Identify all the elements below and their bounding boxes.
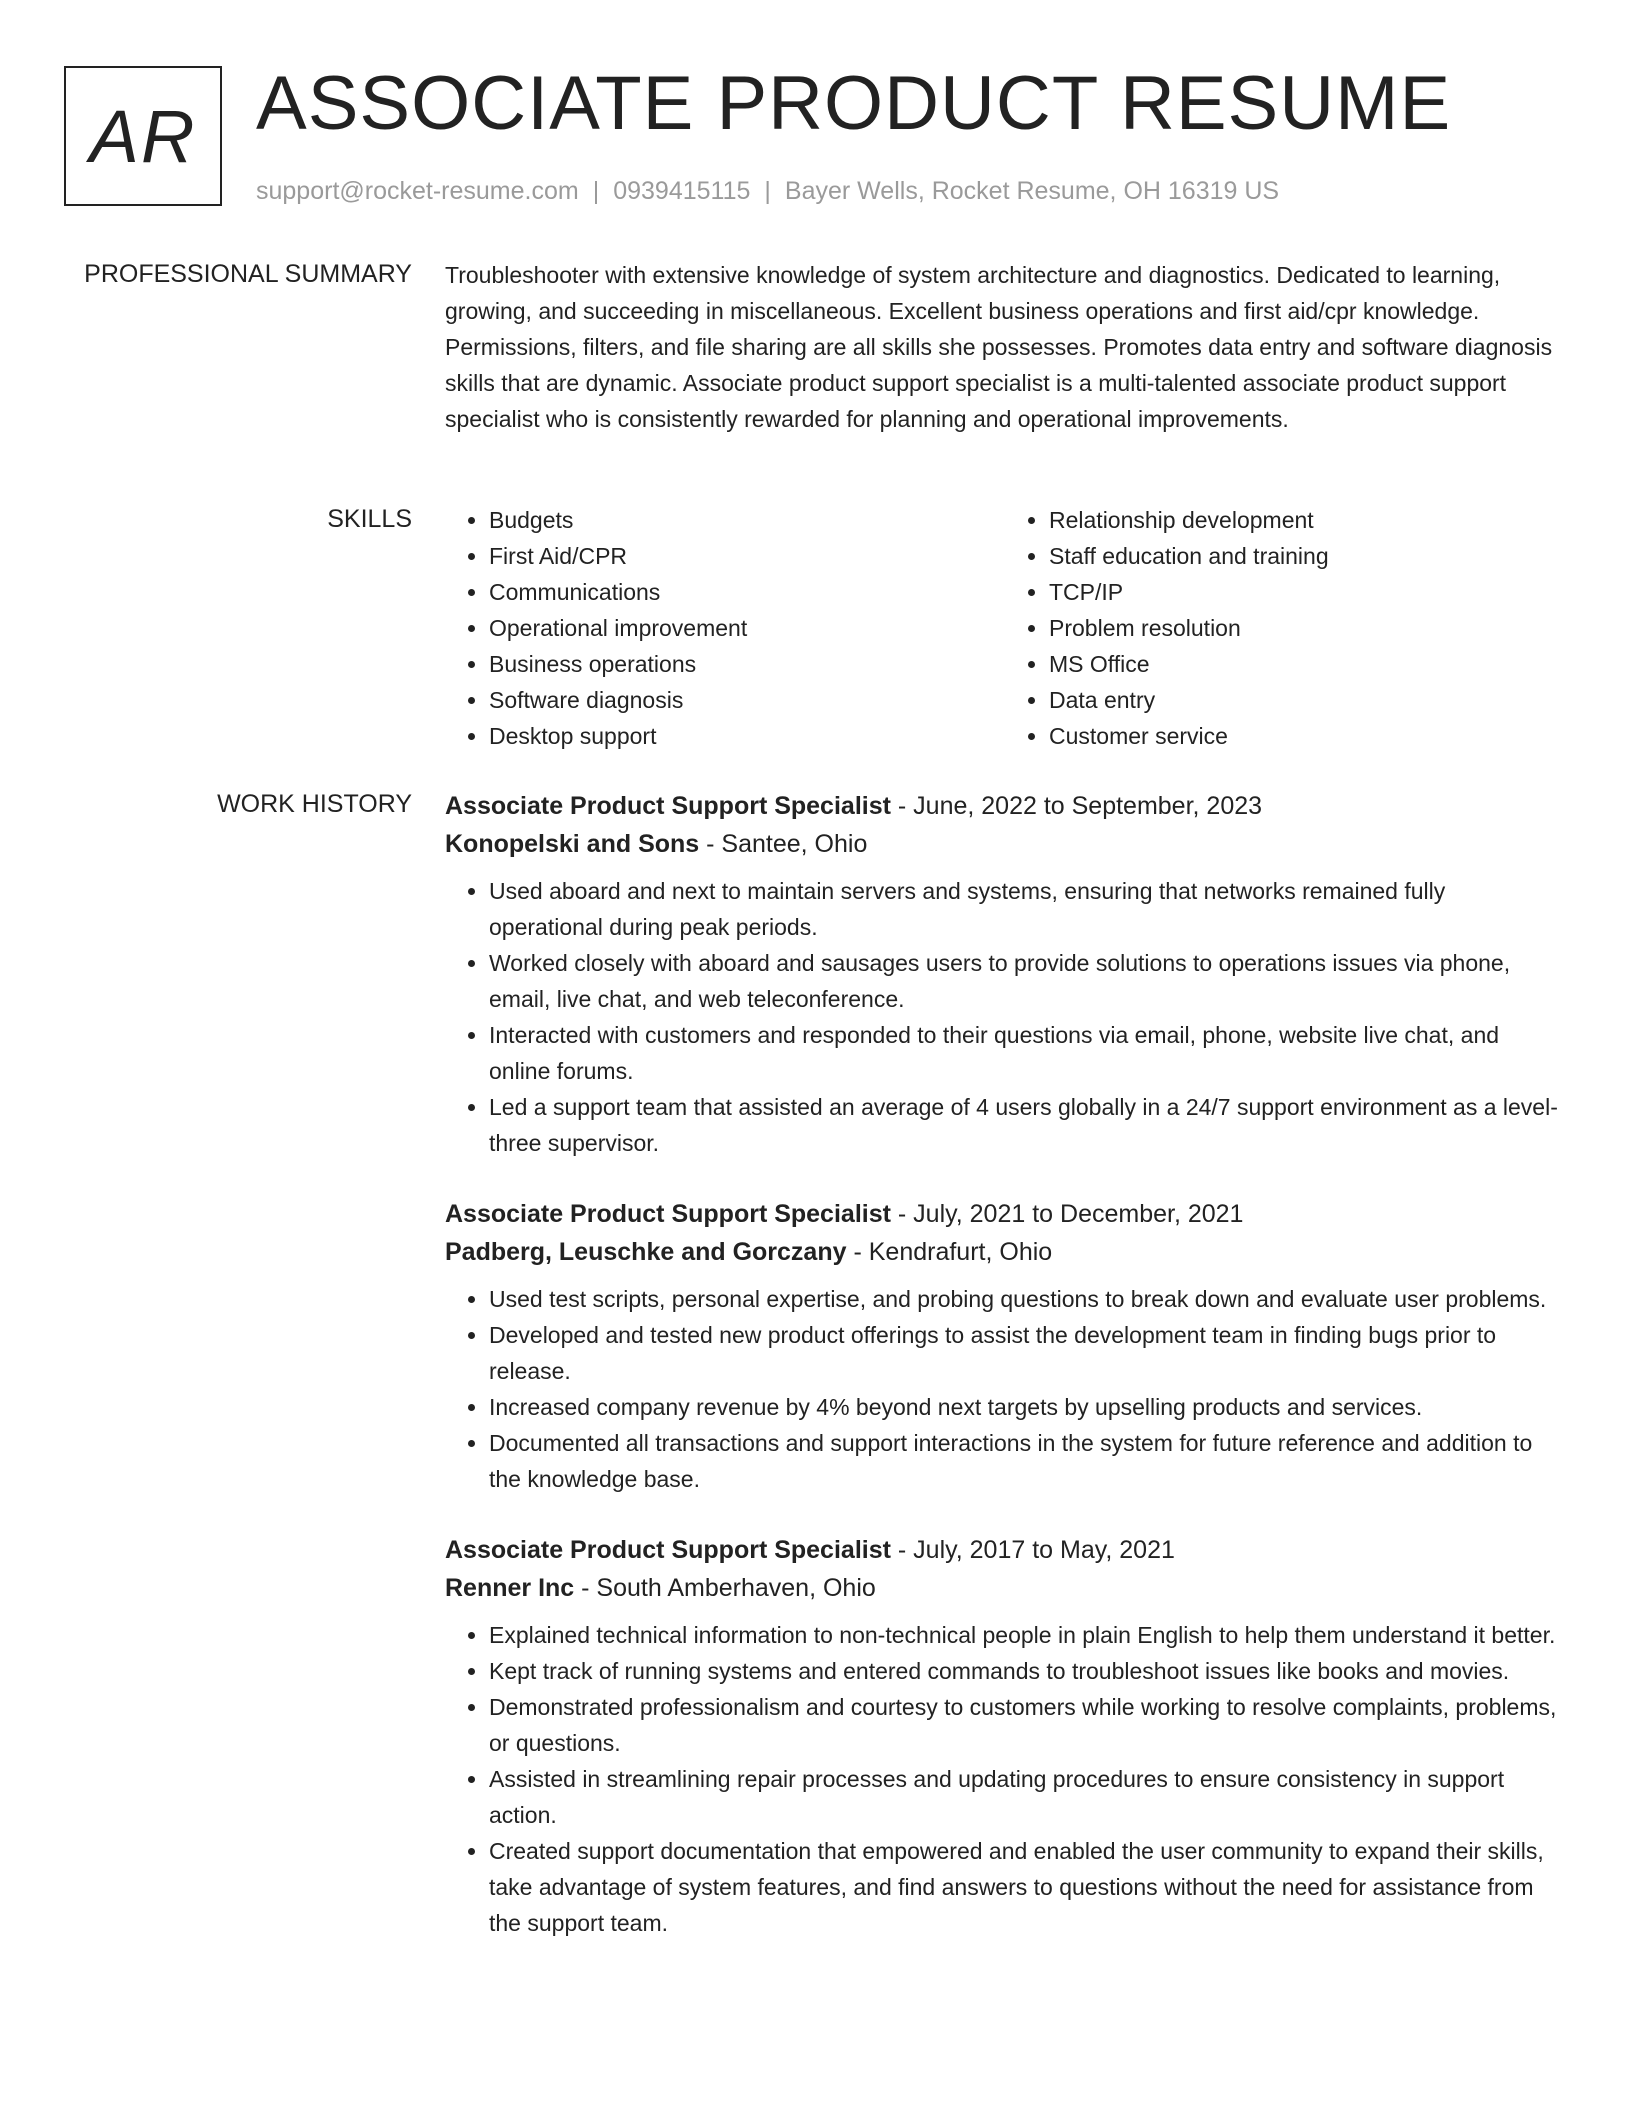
skill-item: • MS Office: [1049, 646, 1565, 682]
job-company: Konopelski and Sons: [445, 830, 700, 858]
contact-separator: |: [764, 177, 771, 205]
job-bullet-list: [445, 873, 1565, 1161]
work-history-label: WORK HISTORY: [217, 790, 412, 818]
job-bullet: • Used aboard and next to maintain servers and systems, ensuring that networks remained fully operational during peak periods.: [489, 873, 1565, 945]
summary-body: [445, 257, 1565, 437]
skill-item: • Desktop support: [489, 718, 1005, 754]
job-bullet: • Explained technical information to non-technical people in plain English to help them understand it better.: [489, 1617, 1565, 1653]
job-entry: [445, 1195, 1565, 1497]
job-dates: - June, 2022 to September, 2023: [897, 792, 1263, 820]
skill-item: • Data entry: [1049, 682, 1565, 718]
job-company-line: [445, 825, 1565, 863]
work-history-body: [445, 787, 1565, 1975]
skill-item: • Staff education and training: [1049, 538, 1565, 574]
job-bullet: • Kept track of running systems and entered commands to troubleshoot issues like books and movies.: [489, 1653, 1565, 1689]
job-bullet: • Developed and tested new product offerings to assist the development team in finding bugs prior to release.: [489, 1317, 1565, 1389]
skill-item: • Business operations: [489, 646, 1005, 682]
contact-phone: 0939415115: [613, 177, 751, 205]
job-entry: [445, 1531, 1565, 1941]
job-entry: [445, 787, 1565, 1161]
skill-item: • Customer service: [1049, 718, 1565, 754]
monogram-logo: AR: [64, 66, 222, 206]
job-title: Associate Product Support Specialist: [445, 1200, 891, 1228]
job-bullet: • Assisted in streamlining repair processes and updating procedures to ensure consistency in support action.: [489, 1761, 1565, 1833]
job-company: Renner Inc: [445, 1574, 575, 1602]
job-bullet: • Led a support team that assisted an average of 4 users globally in a 24/7 support environment as a level-three supervisor.: [489, 1089, 1565, 1161]
job-bullet: • Increased company revenue by 4% beyond next targets by upselling products and services.: [489, 1389, 1565, 1425]
skill-item: • Relationship development: [1049, 502, 1565, 538]
job-bullet-list: [445, 1617, 1565, 1941]
skill-item: • Problem resolution: [1049, 610, 1565, 646]
skills-body: [445, 502, 1565, 754]
job-location: - Santee, Ohio: [706, 830, 868, 858]
skill-item: • Software diagnosis: [489, 682, 1005, 718]
job-company-line: [445, 1233, 1565, 1271]
skills-list-right: [1005, 502, 1565, 754]
summary-text: Troubleshooter with extensive knowledge of system architecture and diagnostics. Dedicated to learning, growing, and succeeding in miscellaneous. Excellent business operations and first aid/cpr knowledge. Permissions, filters, and file sharing are all skills she possesses. Promotes data entry and software diagnosis skills that are dynamic. Associate product support specialist is a multi-talented associate product support specialist who is consistently rewarded for planning and operational improvements.: [445, 262, 1553, 432]
job-title: Associate Product Support Specialist: [445, 792, 891, 820]
job-company: Padberg, Leuschke and Gorczany: [445, 1238, 847, 1266]
job-location: - South Amberhaven, Ohio: [581, 1574, 876, 1602]
resume-title: ASSOCIATE PRODUCT RESUME: [256, 61, 1452, 146]
job-bullet: • Used test scripts, personal expertise, and probing questions to break down and evaluate user problems.: [489, 1281, 1565, 1317]
skill-item: • Budgets: [489, 502, 1005, 538]
contact-line: [256, 174, 1279, 208]
job-dates: - July, 2021 to December, 2021: [897, 1200, 1244, 1228]
summary-label: PROFESSIONAL SUMMARY: [84, 260, 412, 288]
job-bullet-list: [445, 1281, 1565, 1497]
contact-separator: |: [592, 177, 600, 205]
job-dates: - July, 2017 to May, 2021: [897, 1536, 1175, 1564]
skills-label: SKILLS: [327, 505, 412, 533]
job-company-line: [445, 1569, 1565, 1607]
job-title-line: [445, 1531, 1565, 1569]
job-bullet: • Interacted with customers and responded to their questions via email, phone, website live chat, and online forums.: [489, 1017, 1565, 1089]
job-title-line: [445, 1195, 1565, 1233]
skill-item: • Operational improvement: [489, 610, 1005, 646]
job-bullet: • Created support documentation that empowered and enabled the user community to expand their skills, take advantage of system features, and find answers to questions without the need for assistance from the support team.: [489, 1833, 1565, 1941]
job-bullet: • Documented all transactions and support interactions in the system for future reference and addition to the knowledge base.: [489, 1425, 1565, 1497]
job-bullet: • Demonstrated professionalism and courtesy to customers while working to resolve complaints, problems, or questions.: [489, 1689, 1565, 1761]
skill-item: • First Aid/CPR: [489, 538, 1005, 574]
contact-address: Bayer Wells, Rocket Resume, OH 16319 US: [784, 177, 1280, 205]
job-location: - Kendrafurt, Ohio: [853, 1238, 1053, 1266]
skill-item: • Communications: [489, 574, 1005, 610]
job-bullet: • Worked closely with aboard and sausages users to provide solutions to operations issues via phone, email, live chat, and web teleconference.: [489, 945, 1565, 1017]
skill-item: • TCP/IP: [1049, 574, 1565, 610]
job-title: Associate Product Support Specialist: [445, 1536, 891, 1564]
contact-email: support@rocket-resume.com: [256, 177, 579, 205]
job-title-line: [445, 787, 1565, 825]
skills-list-left: [445, 502, 1005, 754]
